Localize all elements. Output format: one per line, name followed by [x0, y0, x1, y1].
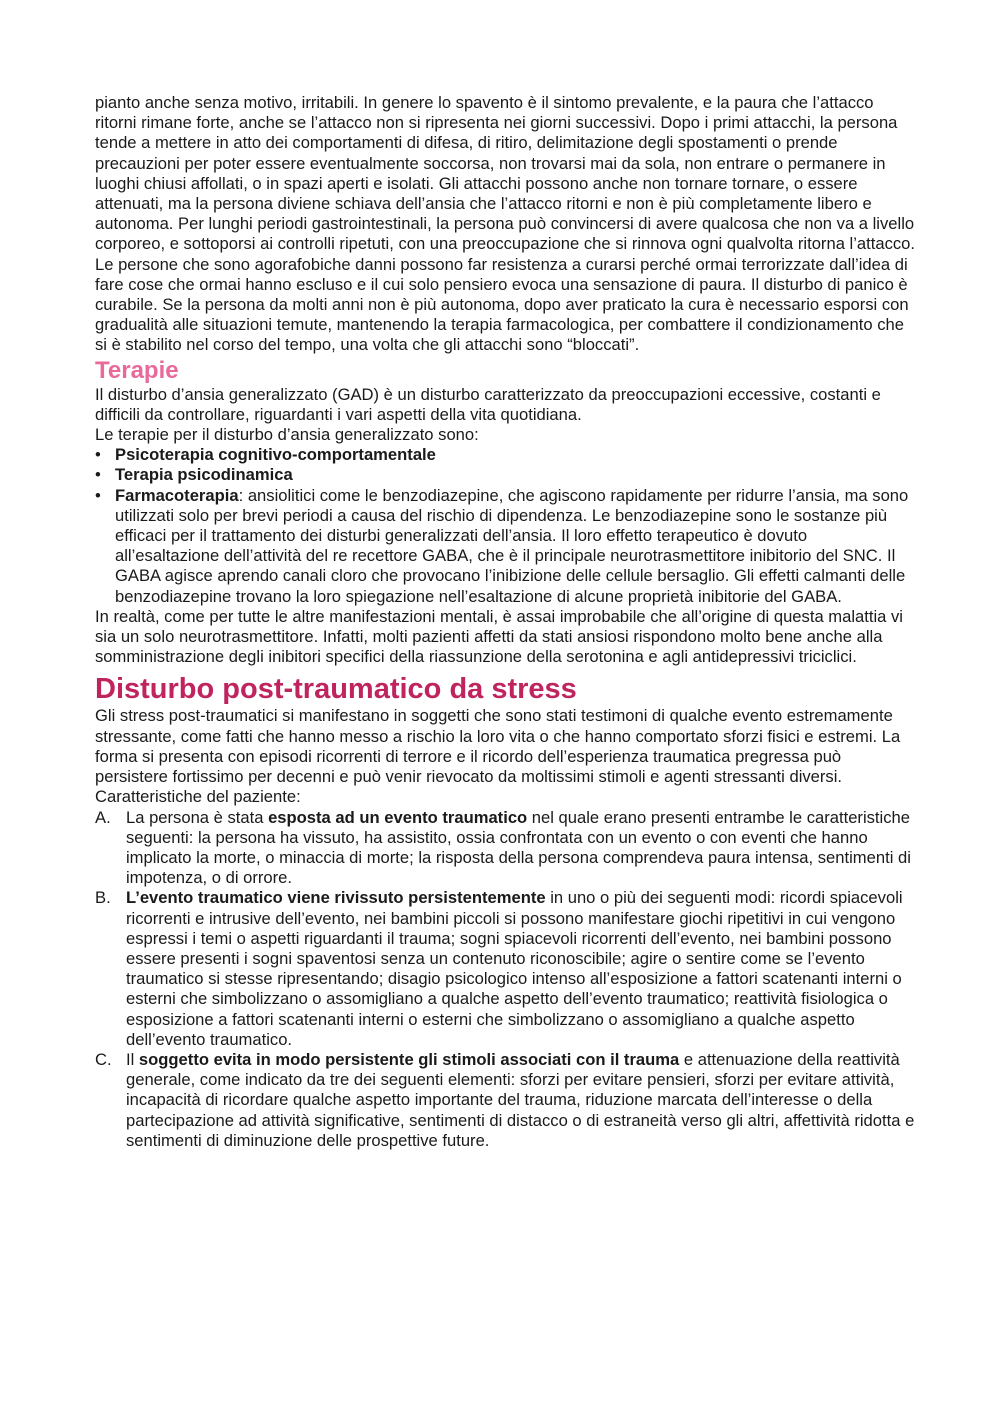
terapie-list-item [95, 465, 915, 485]
ptsd-criteria-item [95, 888, 915, 1050]
terapie-list [95, 445, 915, 607]
terapie-list-item [95, 445, 915, 465]
criteria-text-bold: soggetto evita in modo persistente gli stimoli associati con il trauma [138, 1049, 680, 1069]
intro-paragraph: pianto anche senza motivo, irritabili. In genere lo spavento è il sintomo prevalente, e la paura che l’attacco ritorni rimane forte, anche se l’attacco non si ripresenta nei giorni successivi. Dopo i primi attacchi, la persona tende a mettere in atto dei comportamenti di difesa, di ritiro, delimitazione degli spostamenti o prende precauzioni per poter essere eventualmente soccorsa, non trovarsi mai da sola, non entrare o permanere in luoghi chiusi affollati, o in spazi aperti e isolati. Gli attacchi possono anche non tornare tornare, o essere attenuati, ma la persona diviene schiava dell’ansia che l’attacco ritorni e non è più completamente libero e autonoma. Per lunghi periodi gastrointestinali, la persona può convincersi di avere qualcosa che non va a livello corporeo, e sottoporsi ai controlli ripetuti, con una preoccupazione che si rinnova ogni qualvolta ritorna l’attacco. Le persone che sono agorafobiche danni possono far resistenza a curarsi perché ormai terrorizzate dall’idea di fare cose che ormai hanno escluso e il cui solo pensiero evoca una sensazione di paura. Il disturbo di panico è curabile. Se la persona da molti anni non è più autonoma, dopo aver praticato la cura è necessario esporsi con gradualità alle situazioni temute, mantenendo la terapia farmacologica, per combattere il condizionamento che si è stabilito nel corso del tempo, una volta che gli attacchi sono “bloccati”. [95, 93, 916, 355]
bullet-icon: • [95, 465, 101, 485]
terapie-heading: Terapie [95, 356, 179, 384]
terapie-item-bold: Terapia psicodinamica [115, 465, 293, 485]
ptsd-criteria-item [95, 808, 915, 889]
terapie-closing-paragraph: In realtà, come per tutte le altre manifestazioni mentali, è assai improbabile che all’origine di questa malattia vi sia un solo neurotrasmettitore. Infatti, molti pazienti affetti da stati ansiosi rispondono molto bene anche alla somministrazione degli inibitori specifici della riassunzione della serotonina e agli antidepressivi triciclici. [95, 606, 903, 667]
ptsd-criteria-list [95, 808, 915, 1151]
list-marker: A. [95, 807, 111, 827]
terapie-item-bold: Psicoterapia cognitivo-comportamentale [115, 445, 436, 465]
criteria-text-bold: L’evento traumatico viene rivissuto persistentemente [126, 888, 546, 908]
ptsd-criteria-item [95, 1050, 915, 1151]
terapie-list-item [95, 486, 915, 607]
criteria-text-bold: esposta ad un evento traumatico [268, 807, 528, 827]
ptsd-intro-paragraph: Gli stress post-traumatici si manifestano in soggetti che sono stati testimoni di qualche evento estremamente stressante, come fatti che hanno messo a rischio la loro vita o che hanno comportato sforzi fisici e estremi. La forma si presenta con episodi ricorrenti di terrore e il ricordo dell’esperienza traumatica pregressa può persistere fortissimo per decenni e può venir rievocato da moltissimi stimoli e agenti stressanti diversi. [95, 706, 901, 787]
terapie-item-bold: Farmacoterapia [115, 485, 239, 505]
list-marker: B. [95, 888, 111, 908]
criteria-text-pre: La persona è stata [126, 807, 269, 827]
bullet-icon: • [95, 445, 101, 465]
ptsd-list-title: Caratteristiche del paziente: [95, 787, 301, 807]
criteria-text-pre: Il [126, 1049, 139, 1069]
terapie-list-title: Le terapie per il disturbo d’ansia generalizzato sono: [95, 425, 479, 445]
criteria-text-post: in uno o più dei seguenti modi: ricordi spiacevoli ricorrenti e intrusive dell’evento, nei bambini piccoli si possono manifestare giochi ripetitivi in cui vengono espressi i temi o aspetti riguardanti il trauma; sogni spiacevoli ricorrenti dell’evento, nei bambini possono essere presenti i sogni spaventosi senza un contenuto riconoscibile; agire o sentire come se l’evento traumatico si stesse ripresentando; disagio psicologico intenso all’esposizione a fattori scatenanti interni o esterni che simbolizzano o assomigliano a qualche aspetto dell’evento traumatico; reattività fisiologica o esposizione a fattori scatenanti interni o esterni che simbolizzano o assomigliano a qualche aspetto dell’evento traumatico. [126, 888, 903, 1049]
document-page [95, 93, 915, 1151]
terapie-intro-paragraph: Il disturbo d’ansia generalizzato (GAD) è un disturbo caratterizzato da preoccupazioni eccessive, costanti e difficili da controllare, riguardanti i vari aspetti della vita quotidiana. [95, 384, 881, 424]
criteria-text-post: nel quale erano presenti entrambe le caratteristiche seguenti: la persona ha vissuto, ha assistito, ossia confrontata con un evento o con eventi che hanno implicato la morte, o minaccia di morte; la risposta della persona comprendeva paura intensa, sentimenti di impotenza, o di orrore. [126, 807, 911, 888]
bullet-icon: • [95, 485, 101, 505]
terapie-item-text: : ansiolitici come le benzodiazepine, che agiscono rapidamente per ridurre l’ansia, ma sono utilizzati solo per brevi periodi a causa del rischio di dipendenza. Le benzodiazepine sono le sostanze più efficaci per il trattamento dei disturbi generalizzati dell’ansia. Il loro effetto terapeutico è dovuto all’esaltazione dell’attività del re recettore GABA, che è il principale neurotrasmettitore inibitorio del SNC. Il GABA agisce aprendo canali cloro che provocano l’inibizione delle cellule bersaglio. Gli effetti calmanti delle benzodiazepine trovano la loro spiegazione nell’esaltazione di alcune proprietà inibitorie del GABA. [115, 485, 909, 606]
list-marker: C. [95, 1049, 112, 1069]
criteria-text-post: e attenuazione della reattività generale, come indicato da tre dei seguenti elementi: sforzi per evitare pensieri, sforzi per evitare attività, incapacità di ricordare qualche aspetto importante del trauma, riduzione marcata dell’interesse o della partecipazione ad attività significative, sentimenti di distacco o di estraneità verso gli altri, affettività ridotta e sentimenti di diminuzione delle prospettive future. [126, 1049, 915, 1150]
ptsd-heading: Disturbo post-traumatico da stress [95, 673, 577, 706]
